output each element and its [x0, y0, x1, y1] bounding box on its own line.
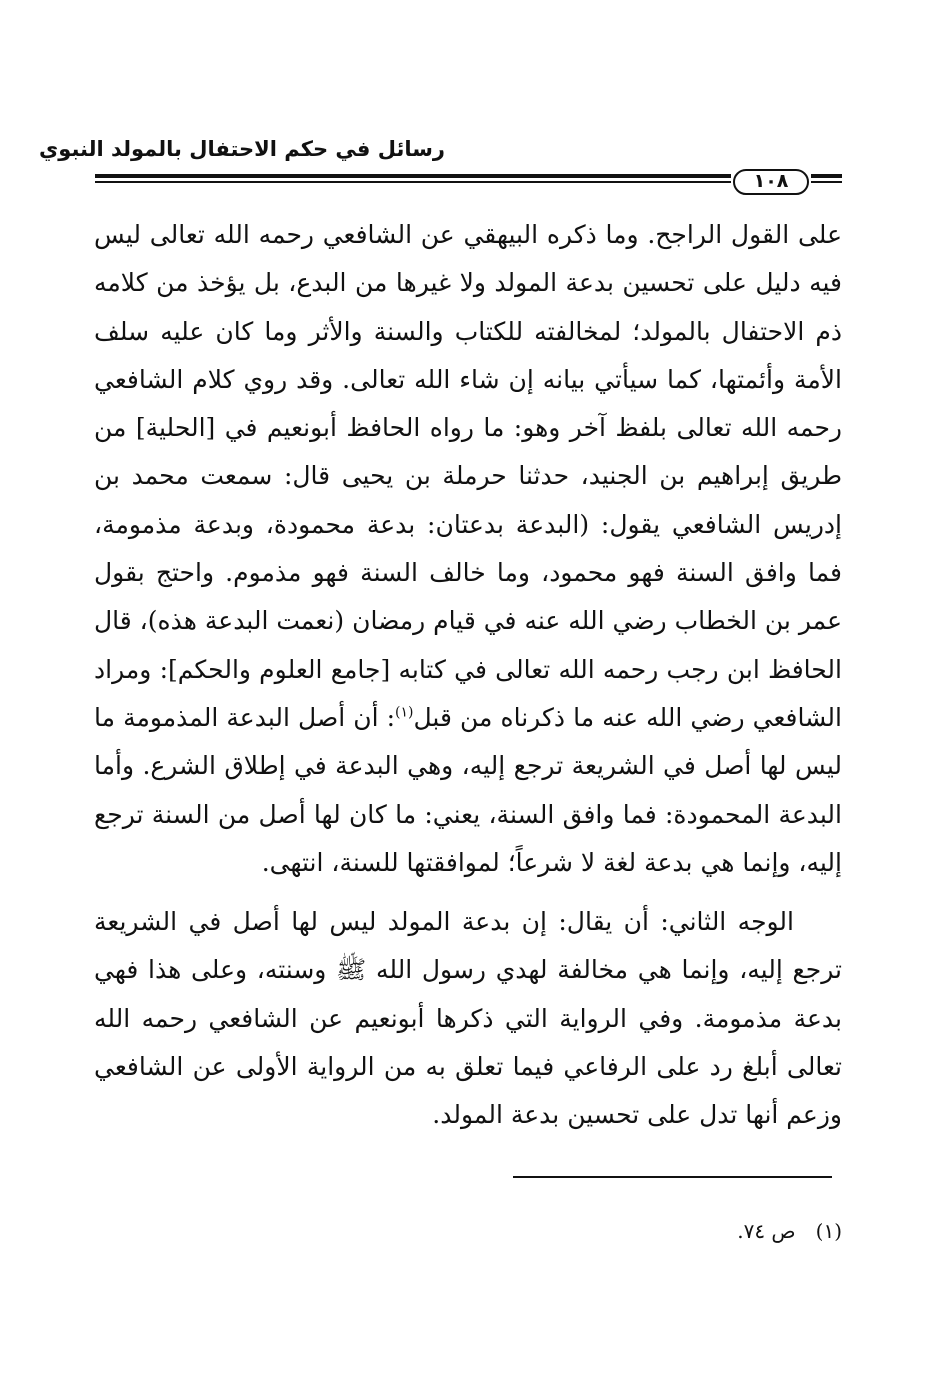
footnote-text: ص ٧٤.	[737, 1219, 796, 1243]
main-text	[94, 211, 842, 1140]
header-rule	[95, 169, 842, 197]
footnote-number: (١)	[815, 1219, 842, 1243]
paragraph-1-part-a: على القول الراجح. وما ذكره البيهقي عن الشافعي رحمه الله تعالى ليس فيه دليل على تحسين بدعة المولد ولا غيرها من البدع، بل يؤخذ من كلامه ذم الاحتفال بالمولد؛ لمخالفته للكتاب والسنة والأثر وما كان عليه سلف الأمة وأئمتها، كما سيأتي بيانه إن شاء الله تعالى. وقد روي كلام الشافعي رحمه الله تعالى بلفظ آخر وهو: ما رواه الحافظ أبونعيم في [الحلية] من طريق إبراهيم بن الجنيد، حدثنا حرملة بن يحيى قال: سمعت محمد بن إدريس الشافعي يقول: (البدعة بدعتان: بدعة محمودة، وبدعة مذمومة، فما وافق السنة فهو محمود، وما خالف السنة فهو مذموم. واحتج بقول عمر بن الخطاب رضي الله عنه في قيام رمضان (نعمت البدعة هذه)، قال الحافظ ابن رجب رحمه الله تعالى في كتابه [جامع العلوم والحكم]: ومراد الشافعي رضي الله عنه ما ذكرناه من قبل	[94, 220, 842, 732]
paragraph-1-part-b: : أن أصل البدعة المذمومة ما ليس لها أصل في الشريعة ترجع إليه، وهي البدعة في إطلاق الشرع. وأما البدعة المحمودة: فما وافق السنة، يعني: ما كان لها أصل من السنة ترجع إليه، وإنما هي بدعة لغة لا شرعاً؛ لموافقتها للسنة، انتهى.	[94, 702, 842, 877]
header-rule-thin-right	[811, 181, 842, 183]
footnote-divider	[513, 1176, 832, 1178]
footnote-reference[interactable]: (١)	[395, 704, 414, 721]
paragraph-2: الوجه الثاني: أن يقال: إن بدعة المولد ليس لها أصل في الشريعة ترجع إليه، وإنما هي مخالفة لهدي رسول الله ﷺ وسنته، وعلى هذا فهي بدعة مذمومة. وفي الرواية التي ذكرها أبونعيم عن الشافعي رحمه الله تعالى أبلغ رد على الرفاعي فيما تعلق به من الرواية الأولى عن الشافعي وزعم أنها تدل على تحسين بدعة المولد.	[94, 907, 842, 1130]
running-title: رسائل في حكم الاحتفال بالمولد النبوي	[39, 137, 445, 161]
header-rule-thin-left	[95, 181, 731, 183]
footnote	[737, 1216, 842, 1246]
paragraph-1	[94, 211, 842, 887]
header-rule-bar-left	[95, 174, 731, 178]
header-rule-bar-right	[811, 174, 842, 178]
page-number: ١٠٨	[733, 169, 809, 195]
